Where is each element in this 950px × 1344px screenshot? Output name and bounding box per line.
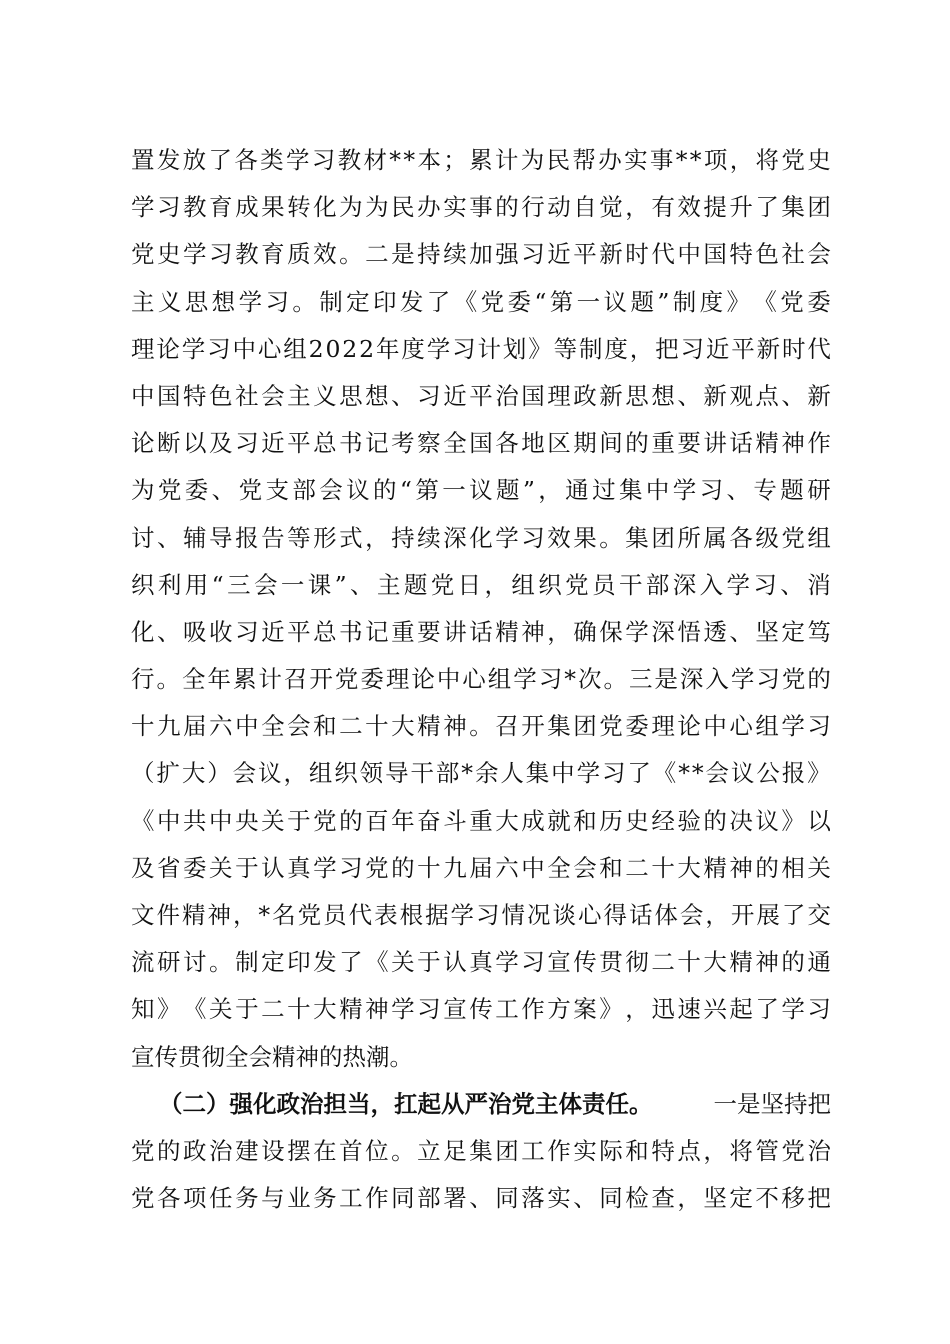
heading-line-rest: 一是坚持把	[713, 1089, 831, 1118]
text-line: 党 的 政 治 建 设 摆 在 首 位 。 立 足 集 团 工 作 实 际 和 特 点 ， 将 管 党 治	[131, 1136, 831, 1165]
text-line: （ 扩 大 ） 会 议 ， 组 织 领 导 干 部 * 余 人 集 中 学 习 了 《 * * 会 议 公 报 》	[131, 759, 831, 788]
text-line: 讨 、 辅 导 报 告 等 形 式 ， 持 续 深 化 学 习 效 果 。 集 团 所 属 各 级 党 组	[131, 523, 831, 552]
document-body	[131, 137, 831, 1222]
text-line: 《 中 共 中 央 关 于 党 的 百 年 奋 斗 重 大 成 就 和 历 史 经 验 的 决 议 》 以	[131, 806, 831, 835]
text-line: 置 发 放 了 各 类 学 习 教 材 * * 本 ； 累 计 为 民 帮 办 实 事 * * 项 ， 将 党 史	[131, 146, 831, 174]
text-line: 及 省 委 关 于 认 真 学 习 党 的 十 九 届 六 中 全 会 和 二 十 大 精 神 的 相 关	[131, 853, 831, 882]
text-line: 行 。 全 年 累 计 召 开 党 委 理 论 中 心 组 学 习 * 次 。 三 是 深 入 学 习 党 的	[131, 665, 831, 694]
paragraph-1	[131, 137, 831, 1081]
text-line: 流 研 讨 。 制 定 印 发 了 《 关 于 认 真 学 习 宣 传 贯 彻 二 十 大 精 神 的 通	[131, 948, 831, 977]
text-line: 主 义 思 想 学 习 。 制 定 印 发 了 《 党 委 “ 第 一 议 题 ” 制 度 》 《 党 委	[131, 287, 831, 316]
section-heading: （二）强化政治担当，扛起从严治党主体责任。	[159, 1089, 653, 1118]
text-line: 中 国 特 色 社 会 主 义 思 想 、 习 近 平 治 国 理 政 新 思 想 、 新 观 点 、 新	[131, 381, 831, 410]
text-line: 十 九 届 六 中 全 会 和 二 十 大 精 神 。 召 开 集 团 党 委 理 论 中 心 组 学 习	[131, 712, 831, 741]
text-line: 为 党 委 、 党 支 部 会 议 的 “ 第 一 议 题 ” ， 通 过 集 中 学 习 、 专 题 研	[131, 476, 831, 505]
text-line: 宣传贯彻全会精神的热潮。	[131, 1042, 413, 1071]
text-line: 文 件 精 神 ， * 名 党 员 代 表 根 据 学 习 情 况 谈 心 得 话 体 会 ， 开 展 了 交	[131, 901, 831, 929]
text-line: 化 、 吸 收 习 近 平 总 书 记 重 要 讲 话 精 神 ， 确 保 学 深 悟 透 、 坚 定 笃	[131, 617, 831, 646]
text-line: 党 各 项 任 务 与 业 务 工 作 同 部 署 、 同 落 实 、 同 检 查 ， 坚 定 不 移 把	[131, 1184, 831, 1213]
text-line: 理 论 学 习 中 心 组 2 0 2 2 年 度 学 习 计 划 》 等 制 度 ， 把 习 近 平 新 时 代	[131, 334, 831, 363]
paragraph-2	[131, 1081, 831, 1223]
text-line-heading	[131, 1081, 831, 1128]
text-line: 学 习 教 育 成 果 转 化 为 为 民 办 实 事 的 行 动 自 觉 ， 有 效 提 升 了 集 团	[131, 193, 831, 222]
text-line: 知 》 《 关 于 二 十 大 精 神 学 习 宣 传 工 作 方 案 》 ， 迅 速 兴 起 了 学 习	[131, 995, 831, 1024]
text-line: 织 利 用 “ 三 会 一 课 ” 、 主 题 党 日 ， 组 织 党 员 干 部 深 入 学 习 、 消	[131, 570, 831, 599]
text-line: 党 史 学 习 教 育 质 效 。 二 是 持 续 加 强 习 近 平 新 时 代 中 国 特 色 社 会	[131, 240, 831, 269]
text-line: 论 断 以 及 习 近 平 总 书 记 考 察 全 国 各 地 区 期 间 的 重 要 讲 话 精 神 作	[131, 429, 831, 458]
